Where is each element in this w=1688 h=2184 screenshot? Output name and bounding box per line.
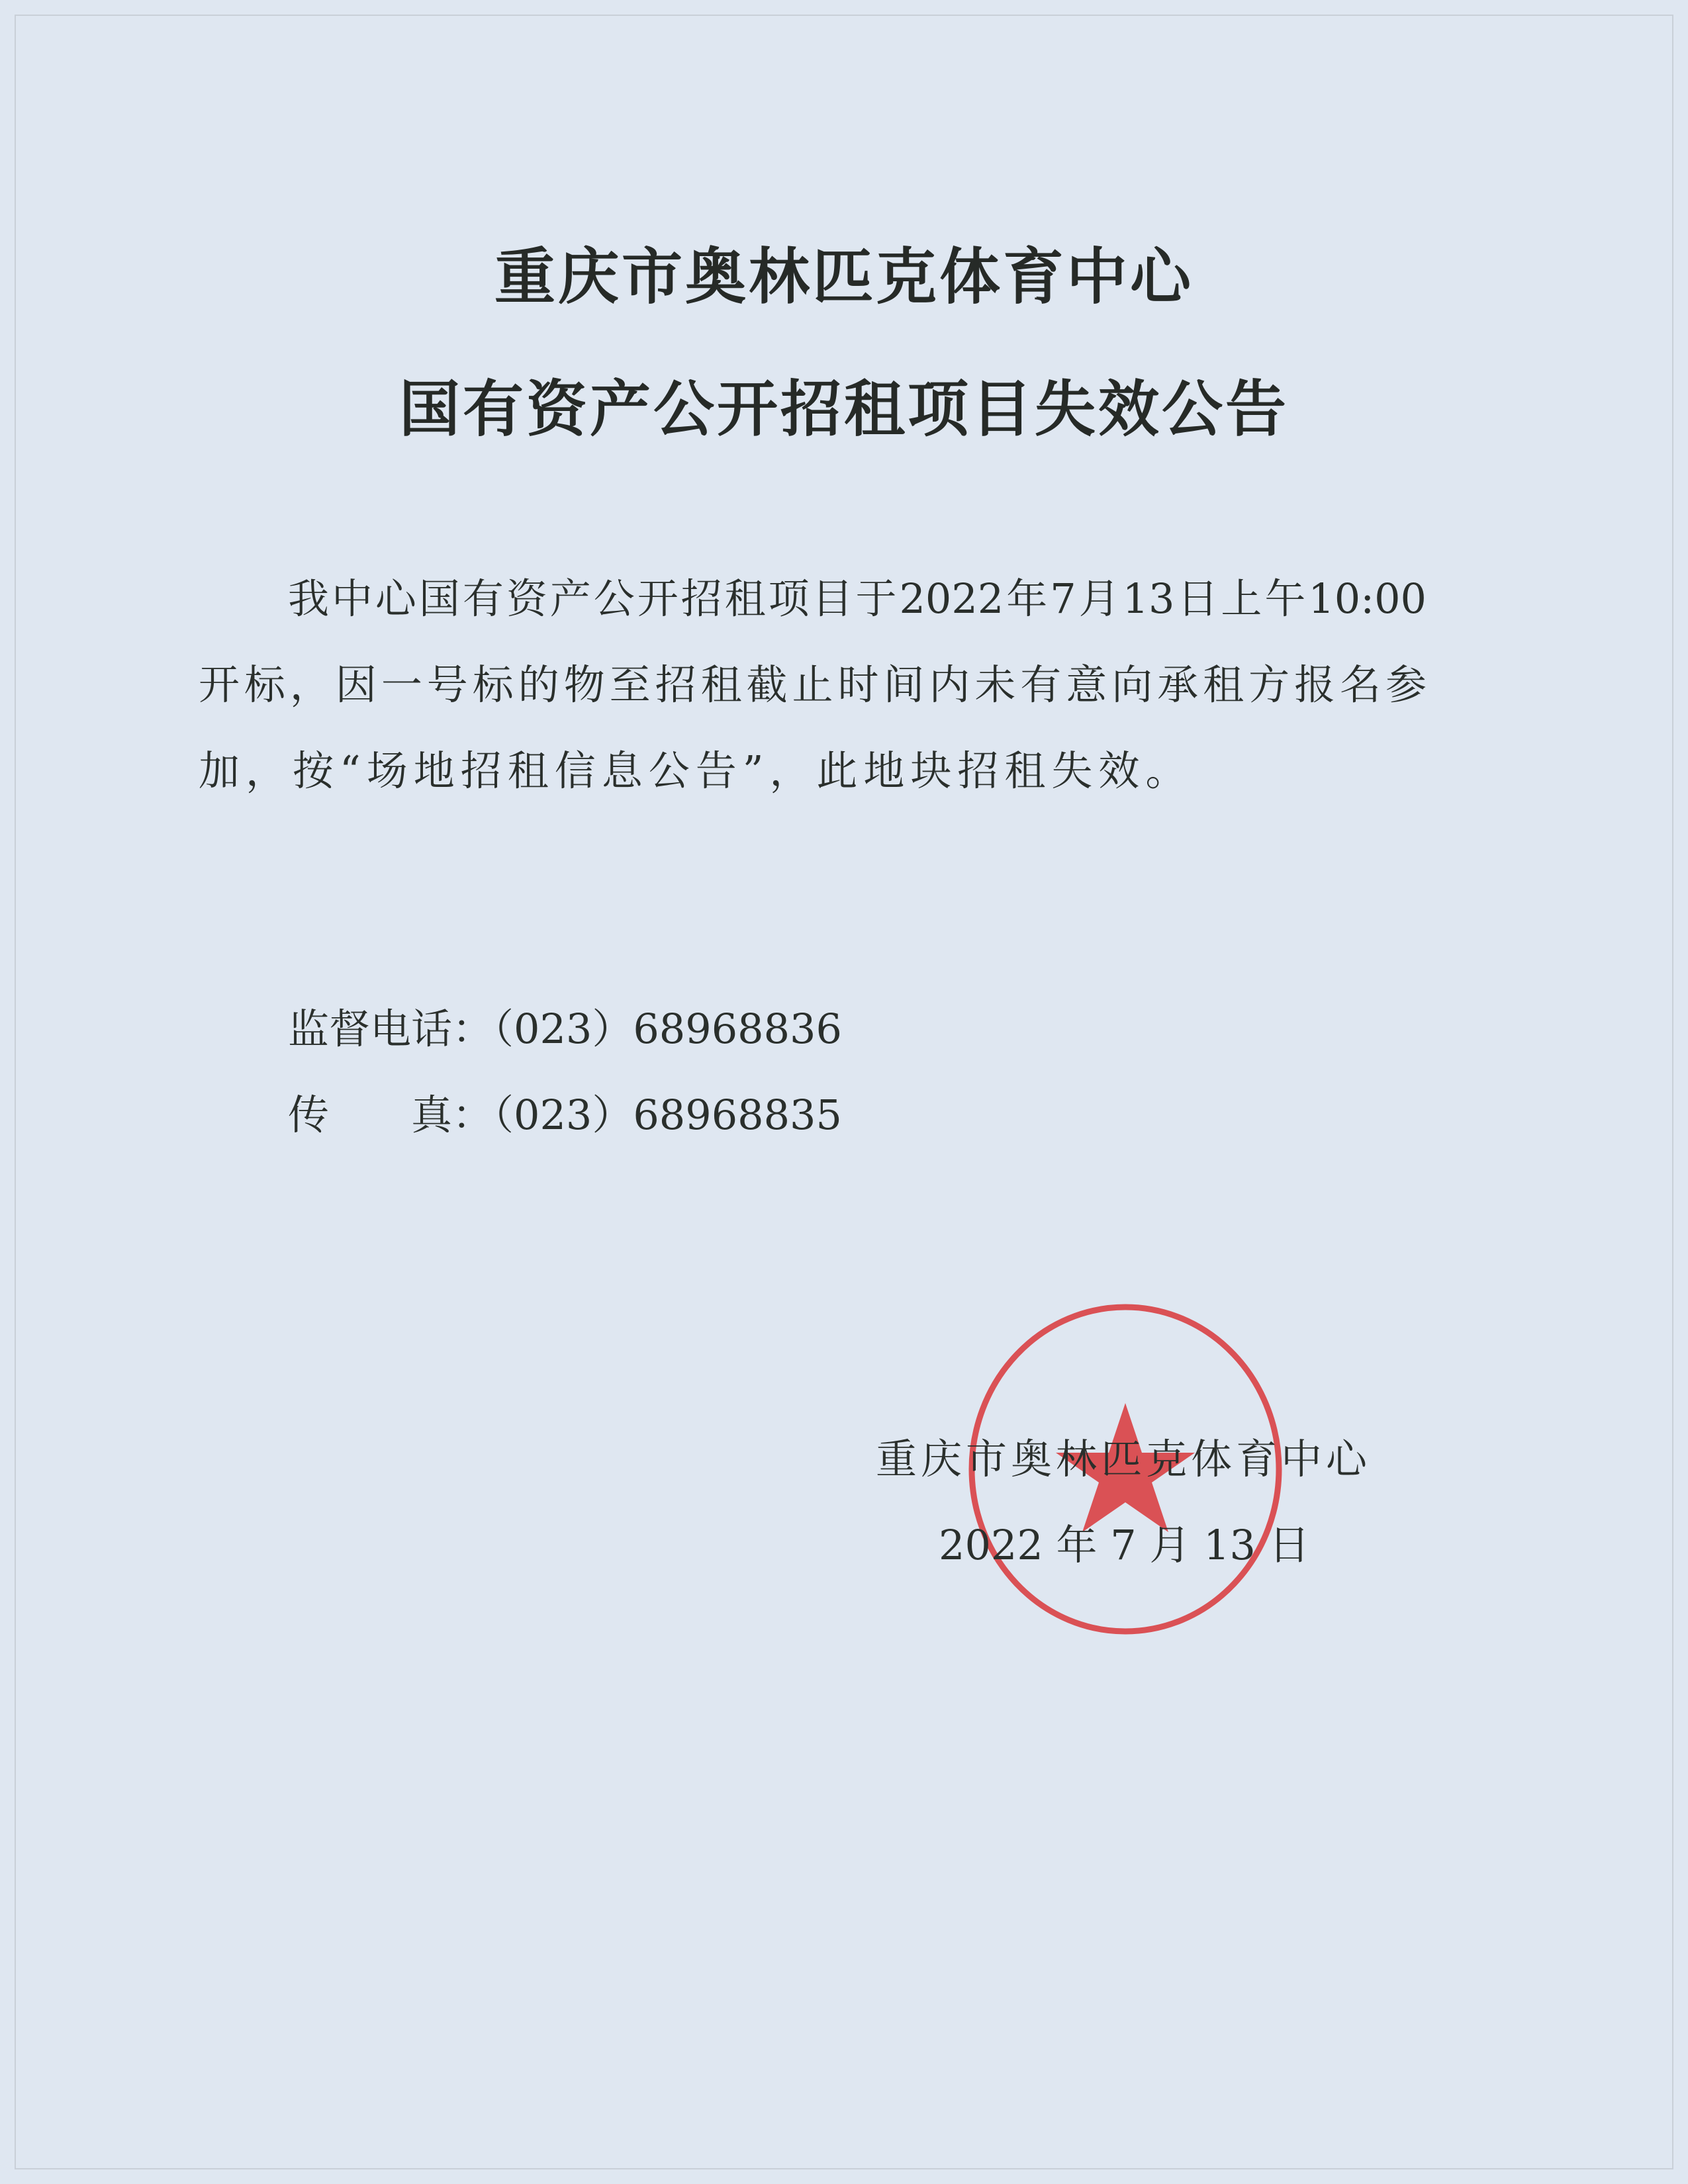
supervision-phone xyxy=(288,996,842,1055)
supervision-phone-label: 监督电话： xyxy=(288,1005,494,1053)
body-line-3: 加，按“场地招租信息公告”，此地块招租失效。 xyxy=(199,747,1193,795)
fax-number xyxy=(288,1082,842,1141)
page-border xyxy=(15,15,1673,2169)
supervision-phone-value: （023）68968836 xyxy=(493,1005,842,1053)
fax-label: 传 真： xyxy=(288,1091,494,1139)
body-line-1: 我中心国有资产公开招租项目于2022年7月13日上午10:00 xyxy=(288,574,1427,623)
document-title-line1: 重庆市奥林匹克体育中心 xyxy=(494,241,1194,312)
document-title-line2: 国有资产公开招租项目失效公告 xyxy=(399,373,1289,445)
body-line-2: 开标，因一号标的物至招租截止时间内未有意向承租方报名参 xyxy=(199,660,1427,709)
fax-value: （023）68968835 xyxy=(493,1091,842,1139)
signature-organization: 重庆市奥林匹克体育中心 xyxy=(876,1435,1372,1483)
signature-date: 2022 年 7 月 13 日 xyxy=(939,1521,1310,1569)
